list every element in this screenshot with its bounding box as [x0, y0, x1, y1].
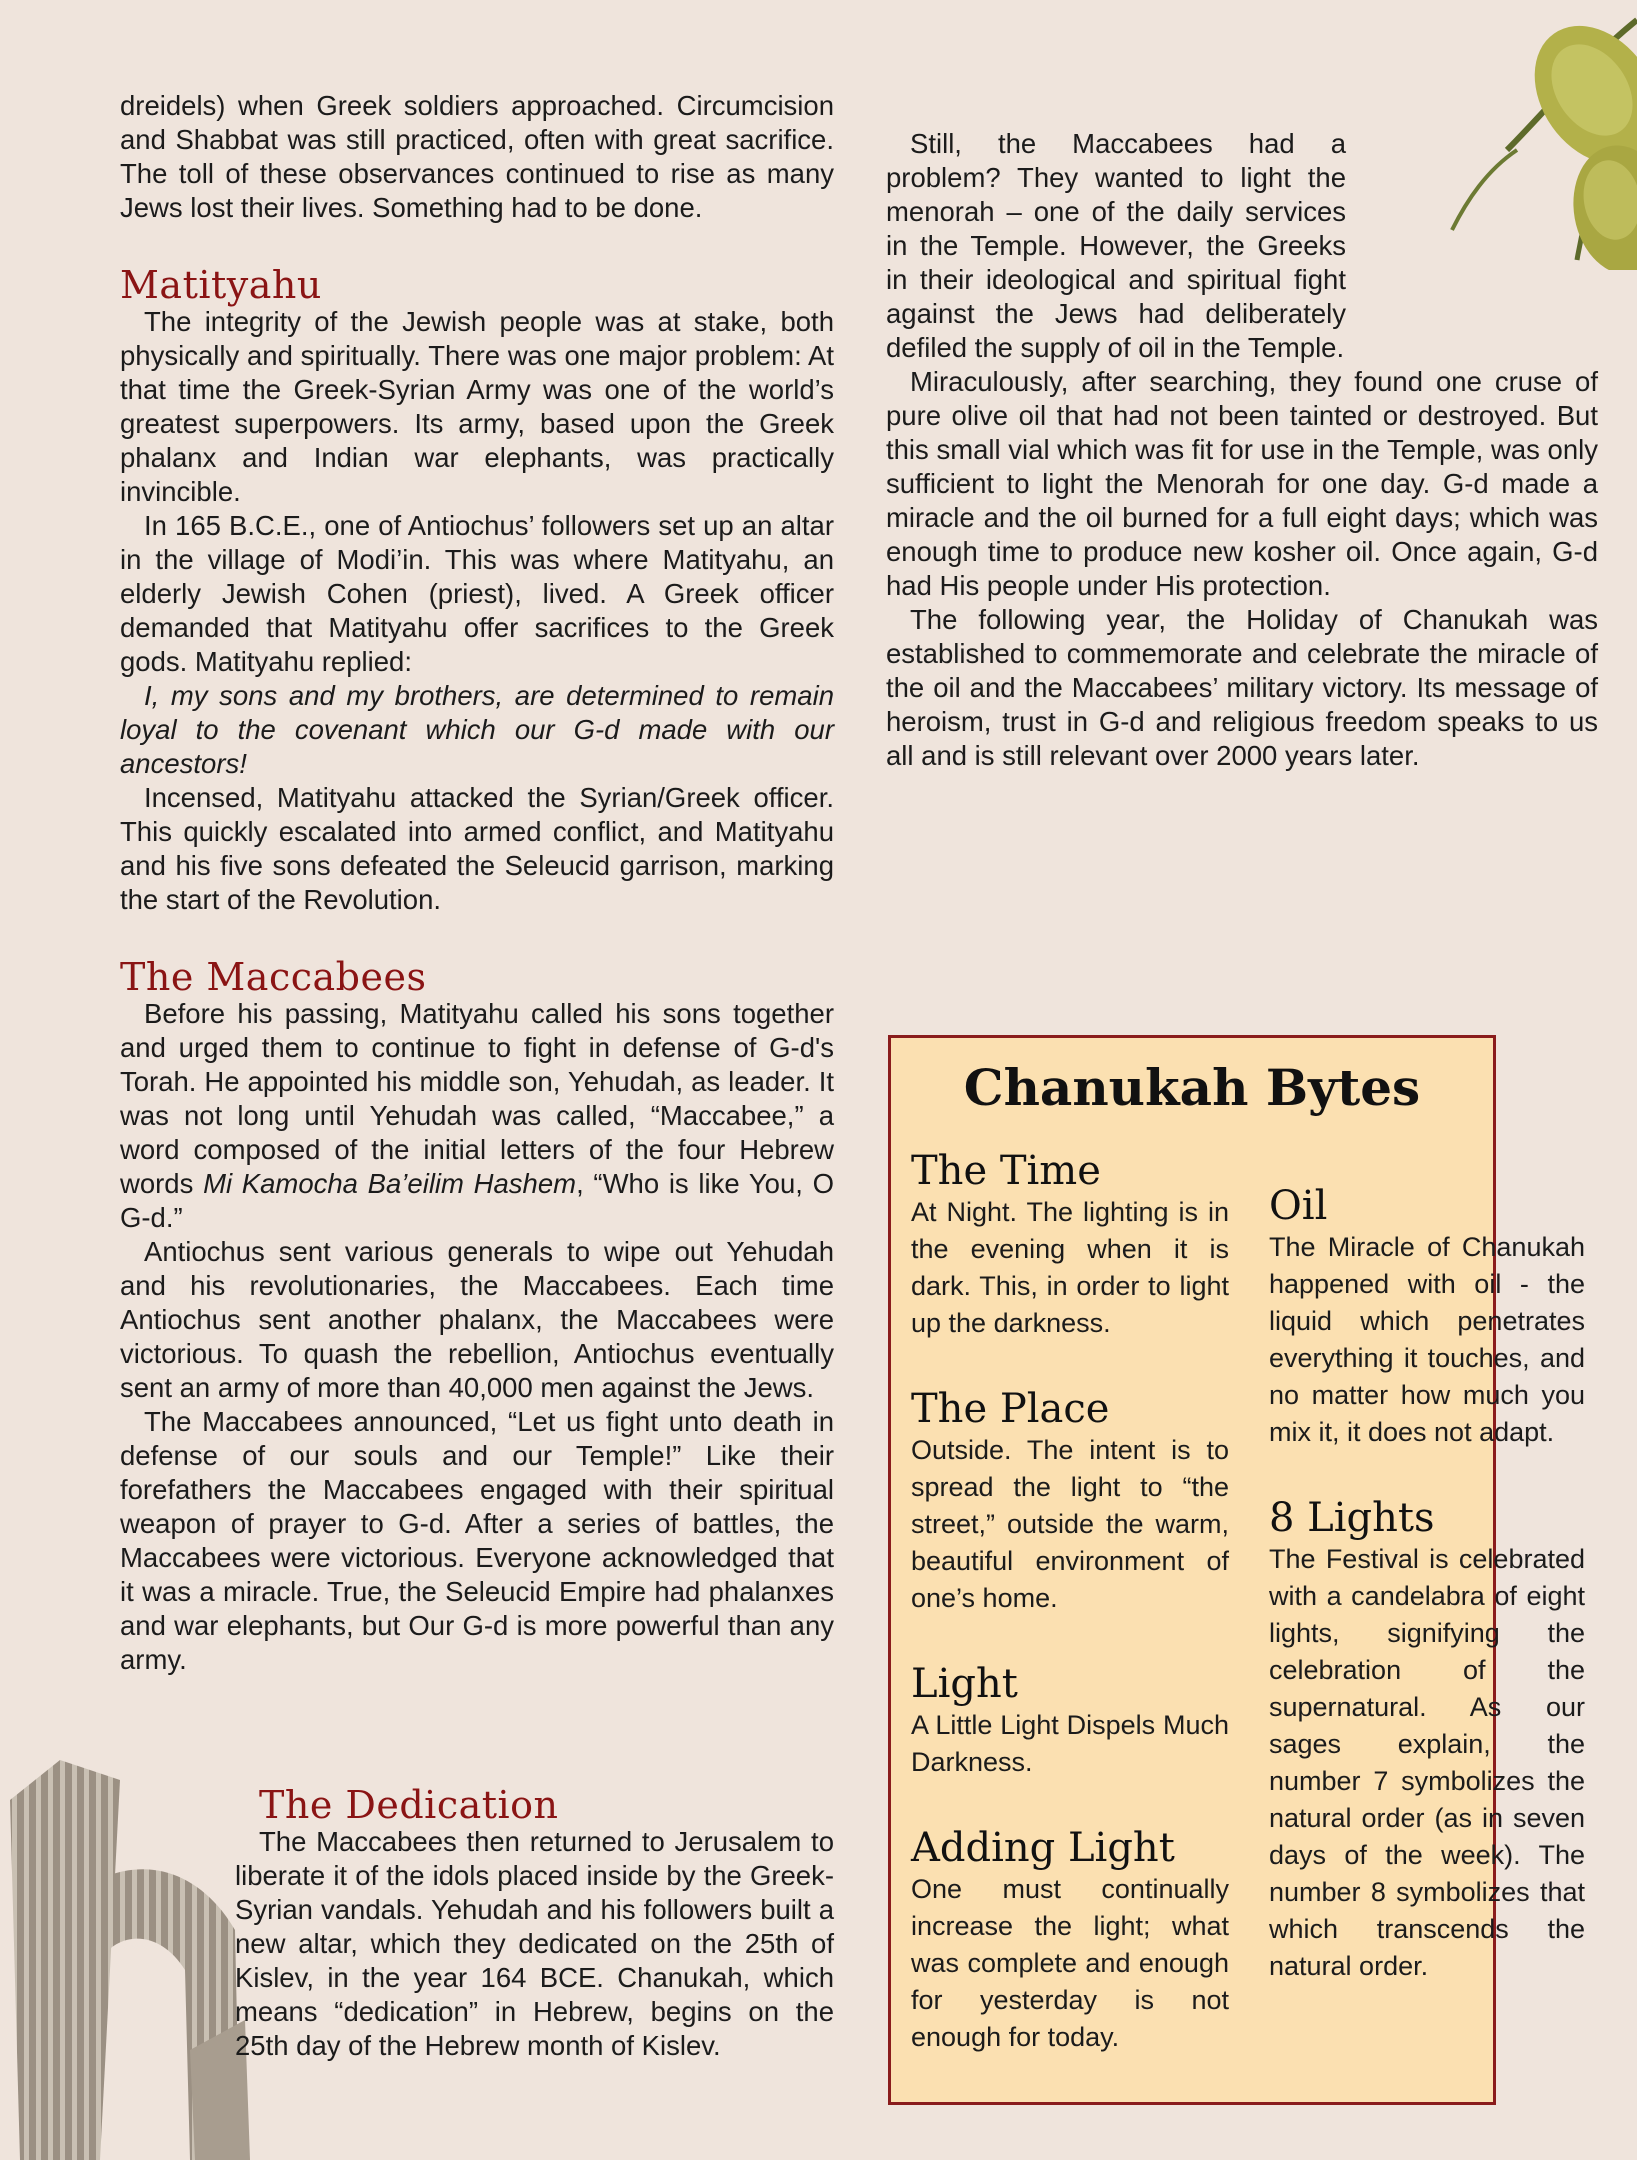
left-column — [120, 89, 834, 1677]
right-paragraph-3: The following year, the Holiday of Chanukah was established to commemorate and celebrate the miracle of the oil and the Maccabees’ military victory. Its message of heroism, trust in G-d and religious freedom speaks to us all and is still relevant over 2000 years later. — [886, 604, 1598, 771]
right-paragraph-1: Still, the Maccabees had a problem? They wanted to light the menorah – one of the daily services in the Temple. However, the Greeks in their ideological and spiritual fight against the Jews had deliberately defiled the supply of oil in the Temple. — [886, 128, 1346, 363]
matityahu-paragraph-3: Incensed, Matityahu attacked the Syrian/Greek officer. This quickly escalated into armed conflict, and Matityahu and his five sons defeated the Seleucid garrison, marking the start of the Revolution. — [120, 782, 834, 915]
byte-text-light: A Little Light Dispels Much Darkness. — [911, 1710, 1229, 1777]
maccabees-paragraph-3: The Maccabees announced, “Let us fight unto death in defense of our souls and our Temple!” Like their forefathers the Maccabees engaged with their spiritual weapon of prayer to G-d. After a series of battles, the Maccabees were victorious. Everyone acknowledged that it was a miracle. True, the Seleucid Empire had phalanxes and war elephants, but Our G-d is more powerful than any army. — [120, 1406, 834, 1675]
byte-heading-8-lights: 8 Lights — [1269, 1495, 1435, 1541]
byte-heading-place: The Place — [911, 1386, 1110, 1432]
matityahu-paragraph-2: In 165 B.C.E., one of Antiochus’ followers set up an altar in the village of Modi’in. This was where Matityahu, an elderly Jewish Cohen (priest), lived. A Greek officer demanded that Matityahu offer sacrifices to the Greek gods. Matityahu replied: — [120, 510, 834, 677]
maccabees-paragraph-2: Antiochus sent various generals to wipe out Yehudah and his revolutionaries, the Maccabees. Each time Antiochus sent another phalanx, the Maccabees were victorious. To quash the rebellion, Antiochus eventually sent an army of more than 40,000 men against the Jews. — [120, 1236, 834, 1403]
maccabees-paragraph-1 — [120, 997, 834, 1235]
bytes-title: Chanukah Bytes — [963, 1058, 1421, 1117]
byte-text-adding-light: One must continually increase the light; what was complete and enough for yesterday is not enough for today. — [911, 1874, 1229, 2052]
section-heading-dedication: The Dedication — [259, 1783, 559, 1827]
maccabees-p1-end: , “Who is like You, O G-d.” — [120, 1168, 834, 1233]
byte-heading-time: The Time — [911, 1148, 1101, 1194]
section-heading-matityahu: Matityahu — [120, 263, 322, 307]
byte-heading-oil: Oil — [1269, 1183, 1328, 1229]
right-paragraph-2: Miraculously, after searching, they found one cruse of pure olive oil that had not been tainted or destroyed. But this small vial which was fit for use in the Temple, was only sufficient to light the Menorah for one day. G-d made a miracle and the oil burned for a full eight days; which was enough time to produce new kosher oil. Once again, G-d had His people under His protection. — [886, 366, 1598, 601]
byte-text-oil: The Miracle of Chanukah happened with oil - the liquid which penetrates everything it touches, and no matter how much you mix it, it does not adapt. — [1269, 1232, 1585, 1447]
byte-heading-light: Light — [911, 1661, 1018, 1707]
byte-text-place: Outside. The intent is to spread the light to “the street,” outside the warm, beautiful environment of one’s home. — [911, 1435, 1229, 1613]
maccabees-p1-start: Before his passing, Matityahu called his sons together and urged them to continue to fight in defense of G-d's Torah. He appointed his middle son, Yehudah, as leader. It was not long until Yehudah was called, “Maccabee,” a word composed of the initial letters of the four Hebrew words — [120, 998, 834, 1199]
byte-text-8-lights: The Festival is celebrated with a candelabra of eight lights, signifying the celebration of the supernatural. As our sages explain, the number 7 symbolizes the natural order (as in seven days of the week). The number 8 symbolizes that which transcends the natural order. — [1269, 1544, 1585, 1981]
hebrew-phrase: Mi Kamocha Ba’eilim Hashem — [203, 1168, 577, 1199]
byte-text-time: At Night. The lighting is in the evening when it is dark. This, in order to light up the darkness. — [911, 1197, 1229, 1338]
ancient-ruins-decoration — [0, 1720, 260, 2160]
chanukah-bytes-box — [888, 1035, 1585, 2105]
bytes-right-column — [1269, 1183, 1585, 1985]
section-heading-maccabees: The Maccabees — [120, 955, 427, 999]
intro-paragraph: dreidels) when Greek soldiers approached. Circumcision and Shabbat was still practiced, often with great sacrifice. The toll of these observances continued to rise as many Jews lost their lives. Something had to be done. — [120, 90, 834, 223]
bytes-left-column — [911, 1148, 1229, 2056]
matityahu-quote: I, my sons and my brothers, are determined to remain loyal to the covenant which our G-d made with our ancestors! — [120, 680, 834, 779]
dedication-section — [235, 1785, 834, 2063]
right-column — [886, 127, 1598, 773]
matityahu-paragraph-1: The integrity of the Jewish people was at stake, both physically and spiritually. There was one major problem: At that time the Greek-Syrian Army was one of the world’s greatest superpowers. Its army, based upon the Greek phalanx and Indian war elephants, was practically invincible. — [120, 306, 834, 507]
dedication-paragraph: The Maccabees then returned to Jerusalem to liberate it of the idols placed inside by the Greek-Syrian vandals. Yehudah and his followers built a new altar, which they dedicated on the 25th of Kislev, in the year 164 BCE. Chanukah, which means “dedication” in Hebrew, begins on the 25th day of the Hebrew month of Kislev. — [235, 1826, 834, 2061]
byte-heading-adding-light: Adding Light — [911, 1825, 1175, 1871]
